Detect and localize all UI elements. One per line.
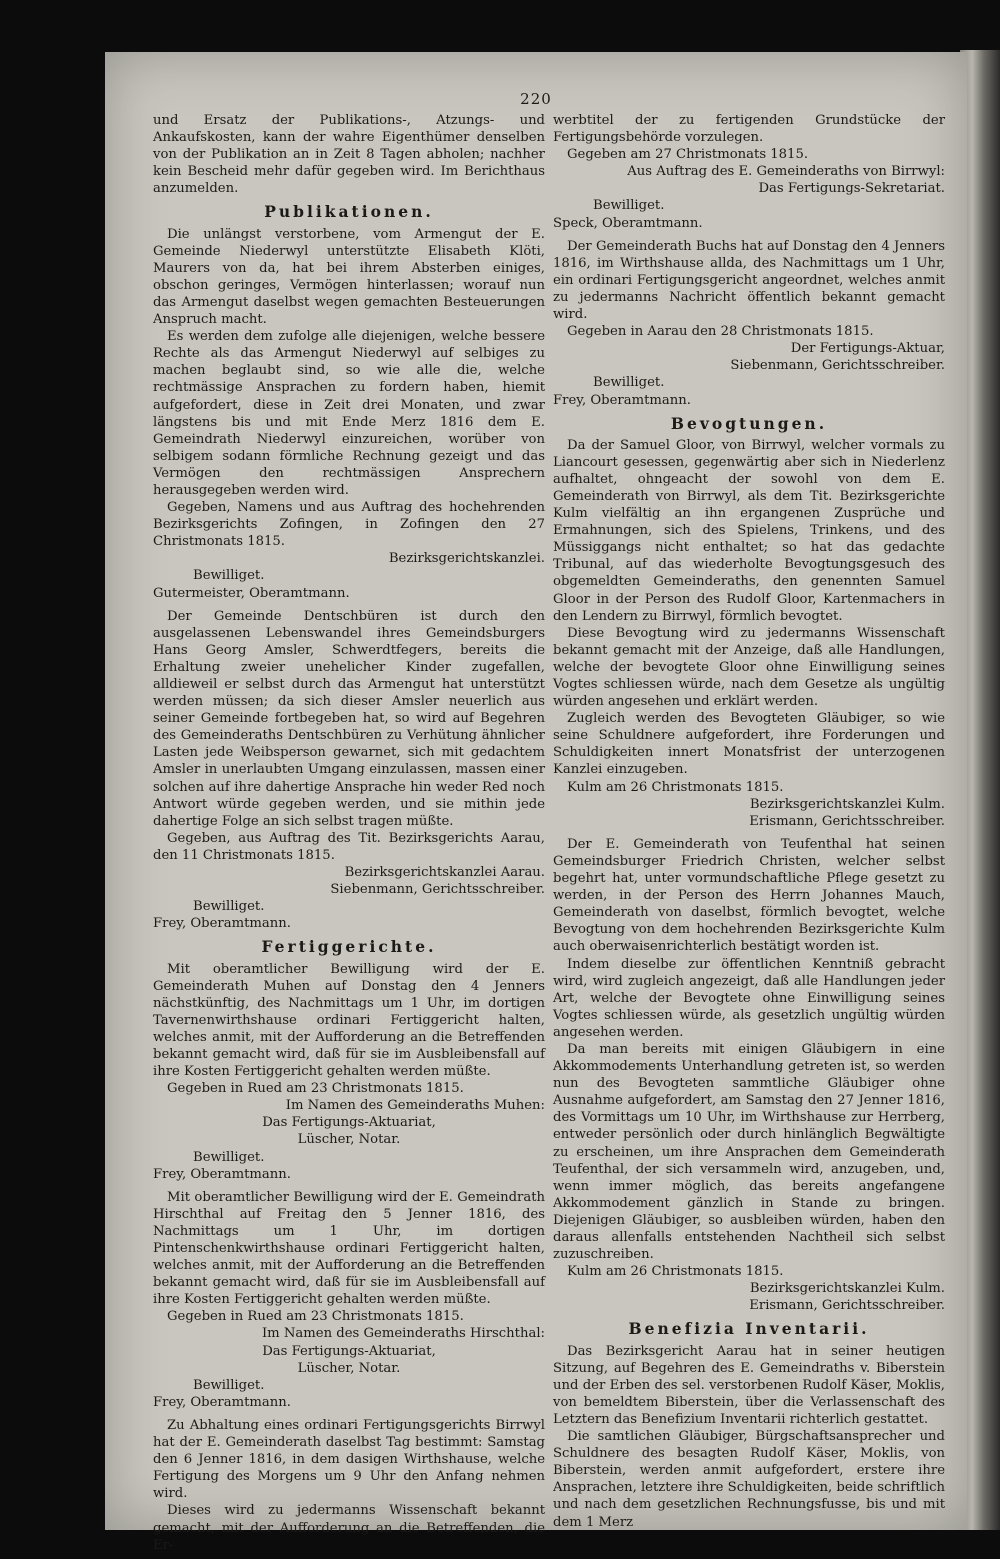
fg2-signature-1: Im Namen des Gemeinderaths Hirschthal: bbox=[261, 1326, 545, 1342]
bev1-date: Kulm am 26 Christmonats 1815. bbox=[567, 779, 784, 795]
heading-fertiggerichte: Fertiggerichte. bbox=[261, 937, 437, 957]
newspaper-page bbox=[105, 52, 967, 1553]
buchs-paragraph-2: Gegeben in Aarau den 28 Christmonats 1815. bbox=[567, 324, 874, 340]
ben-paragraph-1: Das Bezirksgericht Aarau hat in seiner heutigen Sitzung, auf Begehren des E. Gemeindraths v. Biberstein und der Erben des sel. verstorbenen Rudolf Käser, Moklis, von bemeldtem Biberstein, über die Verlassenschaft des Letztern das Benefizium Inventarii richterlich gestattet. bbox=[553, 1343, 945, 1427]
right-column bbox=[553, 112, 945, 1531]
pub2-paragraph-1: Der Gemeinde Dentschbüren ist durch den ausgelassenen Lebenswandel ihres Gemeindsburgers Hans Georg Amsler, Schwerdtfegers, bereits die Erhaltung zweier unehelicher Kinder zugefallen, alldieweil er selbst durch das Armengut hat unterstützt werden müssen; da sich dieser Amsler neuerlich aus seiner Gemeinde fortbegeben hat, so wird auf Begehren des Gemeinderaths Dentschbüren zu Verhütung ähnlicher Lasten jede Weibsperson gewarnet, sich mit gedachtem Amsler in unerlaubten Umgang einzulassen, massen einer solchen auf ihre dahertige Ansprache hin weder Red noch Antwort würde gegeben werden, und sie mithin jede dahertige Folge an sich selbst tragen müßte. bbox=[153, 608, 545, 829]
bev1-signature-1: Bezirksgerichtskanzlei Kulm. bbox=[749, 796, 945, 812]
pub2-signature-1: Bezirksgerichtskanzlei Aarau. bbox=[344, 865, 545, 881]
fg2-paragraph-1: Mit oberamtlicher Bewilligung wird der E. Gemeindrath Hirschthal auf Freitag den 5 Jenner 1816, des Nachmittags um 1 Uhr, im dortigen Pintenschenkwirthshause ordinari Fertiggericht halten, welches anmit, mit der Aufforderung an die Betreffenden bekannt gemacht wird, daß für sie im Ausbleibensfall auf ihre Kosten Fertiggericht gehalten werden müßte. bbox=[153, 1189, 545, 1308]
fg3-paragraph-1: Zu Abhaltung eines ordinari Fertigungsgerichts Birrwyl hat der E. Gemeinderath daselbst Tag bestimmt: Samstag den 6 Jenner 1816, in dem dasigen Wirthshause, welche Fertigung des Morgens um 9 Uhr den Anfang nehmen wird. bbox=[153, 1417, 545, 1502]
fg1-paragraph-2: Gegeben in Rued am 23 Christmonats 1815. bbox=[167, 1081, 464, 1097]
buchs-approved: Bewilliget. bbox=[593, 375, 665, 391]
fg2-official: Frey, Oberamtmann. bbox=[153, 1394, 291, 1410]
buchs-signature-1: Der Fertigungs-Aktuar, bbox=[790, 341, 945, 357]
bev1-paragraph-1: Da der Samuel Gloor, von Birrwyl, welcher vormals zu Liancourt gesessen, gegenwärtig aber sich in Niederlenz aufhaltet, ohngeacht der sowohl von dem E. Gemeinderath von Birrwyl, als dem Tit. Bezirksgerichte Kulm vielfältig an ihn ergangenen Zusprüche und Ermahnungen, sich des Spielens, Trinkens, und des Müssiggangs nicht enthaltet; so hat das gedachte Tribunal, auf das wiederholte Bevogtungsgesuch des obgemeldten Gemeinderaths, den genennten Samuel Gloor in der Person des Rudolf Gloor, Kartenmachers in den Lendern zu Birrwyl, förmlich bevogtet. bbox=[553, 437, 945, 624]
bev2-signature-1: Bezirksgerichtskanzlei Kulm. bbox=[749, 1281, 945, 1297]
continuation-approved: Bewilliget. bbox=[593, 198, 665, 214]
bev1-paragraph-2: Diese Bevogtung wird zu jedermanns Wissenschaft bekannt gemacht mit der Anzeige, daß alle Handlungen, welche der bevogtete Gloor ohne Einwilligung seines Vogtes schliessen würde, nach dem Gesetze als ungültig würden angesehen und erklärt werden. bbox=[553, 625, 945, 710]
bev2-paragraph-1: Der E. Gemeinderath von Teufenthal hat seinen Gemeindsburger Friedrich Christen, welcher selbst begehrt hat, unter vormundschaftliche Pflege gesetzt zu werden, in der Person des Herrn Johannes Mauch, Gemeinderath von daselbst, förmlich bevogtet, welche Bevogtung von dem hochehrenden Bezirksgerichte Kulm auch oberwaisenrichterlich bestätigt worden ist. bbox=[553, 836, 945, 955]
fg2-paragraph-2: Gegeben in Rued am 23 Christmonats 1815. bbox=[167, 1309, 464, 1325]
fg1-approved: Bewilliget. bbox=[193, 1149, 265, 1165]
pub1-paragraph-1: Die unlängst verstorbene, vom Armengut der E. Gemeinde Niederwyl unterstützte Elisabeth Klöti, Maurers von da, hat bei ihrem Absterben einiges, obschon geringes, Vermögen hinterlassen; worauf nun das Armengut daselbst wegen gemachten Besteuerungen Anspruch macht. bbox=[153, 226, 545, 328]
heading-publikationen: Publikationen. bbox=[264, 202, 434, 222]
heading-benefizia-inventarii: Benefizia Inventarii. bbox=[628, 1319, 870, 1339]
bev2-date: Kulm am 26 Christmonats 1815. bbox=[567, 1264, 784, 1280]
fg3-paragraph-2: Dieses wird zu jedermanns Wissenschaft bekannt gemacht, mit der Aufforderung an die Betreffenden, die Er- bbox=[153, 1503, 545, 1553]
fg1-signature-1: Im Namen des Gemeinderaths Muhen: bbox=[285, 1098, 545, 1114]
pub2-signature-2: Siebenmann, Gerichtsschreiber. bbox=[330, 882, 545, 898]
ben-paragraph-2: Die samtlichen Gläubiger, Bürgschaftsansprecher und Schuldnere des besagten Rudolf Käser, Moklis, von Biberstein, werden anmit aufgefordert, erstere ihre Ansprachen, letztere ihre Schuldigkeiten, beide schriftlich und nach dem gesetzlichen Rechnungsfusse, bis und mit dem 1 Merz bbox=[553, 1429, 945, 1530]
pub2-paragraph-2: Gegeben, aus Auftrag des Tit. Bezirksgerichts Aarau, den 11 Christmonats 1815. bbox=[153, 830, 545, 863]
pub1-paragraph-3: Gegeben, Namens und aus Auftrag des hochehrenden Bezirksgerichts Zofingen, in Zofingen den 27 Christmonats 1815. bbox=[153, 500, 545, 550]
fg1-signature-2: Das Fertigungs-Aktuariat, bbox=[262, 1115, 436, 1131]
fg2-signature-3: Lüscher, Notar. bbox=[297, 1360, 401, 1376]
continuation-date: Gegeben am 27 Christmonats 1815. bbox=[567, 147, 809, 163]
continuation-official: Speck, Oberamtmann. bbox=[553, 215, 703, 231]
bev1-paragraph-3: Zugleich werden des Bevogteten Gläubiger, so wie seine Schuldnere aufgefordert, ihre Forderungen und Schuldigkeiten innert Monatsfrist der unterzogenen Kanzlei einzugeben. bbox=[553, 711, 945, 778]
fg1-signature-3: Lüscher, Notar. bbox=[297, 1132, 401, 1148]
buchs-paragraph-1: Der Gemeinderath Buchs hat auf Donstag den 4 Jenners 1816, im Wirthshause allda, des Nachmittags um 1 Uhr, ein ordinari Fertigungsgericht angeordnet, welches anmit zu jedermanns Nachricht öffentlich bekannt gemacht wird. bbox=[553, 238, 945, 323]
heading-bevogtungen: Bevogtungen. bbox=[670, 413, 828, 433]
page-number: 220 bbox=[520, 90, 552, 108]
pub2-official: Frey, Oberamtmann. bbox=[153, 916, 291, 932]
buchs-signature-2: Siebenmann, Gerichtsschreiber. bbox=[730, 358, 945, 374]
buchs-official: Frey, Oberamtmann. bbox=[553, 392, 691, 408]
pub1-signature: Bezirksgerichtskanzlei. bbox=[388, 551, 545, 567]
intro-text: und Ersatz der Publikations-, Atzungs- und Ankaufskosten, kann der wahre Eigenthümer denselben von der Publikation an in Zeit 8 Tagen abholen; nachher kein Bescheid mehr dafür gegeben wird. Im Berichthaus anzumelden. bbox=[153, 113, 545, 197]
continuation-signature-1: Aus Auftrag des E. Gemeinderaths von Birrwyl: bbox=[627, 164, 945, 180]
fg2-approved: Bewilliget. bbox=[193, 1377, 265, 1393]
bev2-paragraph-2: Indem dieselbe zur öffentlichen Kenntniß gebracht wird, wird zugleich angezeigt, daß alle Handlungen jeder Art, welche der Bevogtete ohne Einwilligung seines Vogtes schliessen würde, als gesetzlich ungültig würden angesehen werden. bbox=[553, 956, 945, 1040]
continuation-signature-2: Das Fertigungs-Sekretariat. bbox=[758, 181, 945, 197]
pub1-approved: Bewilliget. bbox=[193, 568, 265, 584]
left-column bbox=[153, 112, 545, 1554]
bev1-signature-2: Erismann, Gerichtsschreiber. bbox=[749, 813, 945, 829]
pub1-official: Gutermeister, Oberamtmann. bbox=[153, 585, 350, 601]
pub1-paragraph-2: Es werden dem zufolge alle diejenigen, welche bessere Rechte als das Armengut Niederwyl auf selbiges zu machen beglaubt sind, so wie alle die, welche rechtmässige Ansprachen zu fordern haben, hiemit aufgefordert, diese in Zeit drei Monaten, und zwar längstens bis und mit Ende Merz 1816 dem E. Gemeindrath Niederwyl einzureichen, worüber von selbigem sodann förmliche Rechnung gezeigt und das Vermögen den rechtmässigen Ansprechern herausgegeben werden wird. bbox=[153, 329, 545, 498]
fg2-signature-2: Das Fertigungs-Aktuariat, bbox=[262, 1343, 436, 1359]
fg1-paragraph-1: Mit oberamtlicher Bewilligung wird der E. Gemeinderath Muhen auf Donstag den 4 Jenners nächstkünftig, des Nachmittags um 1 Uhr, im dortigen Tavernenwirthshause ordinari Fertiggericht halten, welches anmit, mit der Aufforderung an die Betreffenden bekannt gemacht wird, daß für sie im Ausbleibensfall auf ihre Kosten Fertiggericht gehalten werden müßte. bbox=[153, 961, 545, 1080]
fg1-official: Frey, Oberamtmann. bbox=[153, 1166, 291, 1182]
bev2-paragraph-3: Da man bereits mit einigen Gläubigern in eine Akkommodements Unterhandlung getreten ist, so werden nun des Bevogteten sammtliche Gläubiger ohne Ausnahme aufgefordert, am Samstag den 27 Jenner 1816, des Vormittags um 10 Uhr, im Wirthshause zur Herrberg, entweder persönlich oder durch hinlänglich Begwältigte zu erscheinen, um ihre Ansprachen dem Gemeinderath Teufenthal, der sich versammeln wird, anzugeben, und, wenn immer möglich, das bereits angefangene Akkommodement gänzlich in Stande zu bringen. Diejenigen Gläubiger, so ausbleiben würden, haben den daraus allenfalls entstehenden Nachtheil sich selbst zuzuschreiben. bbox=[553, 1041, 945, 1263]
bev2-signature-2: Erismann, Gerichtsschreiber. bbox=[749, 1298, 945, 1314]
pub2-approved: Bewilliget. bbox=[193, 899, 265, 915]
continuation-text: werbtitel der zu fertigenden Grundstücke der Fertigungsbehörde vorzulegen. bbox=[553, 113, 945, 146]
